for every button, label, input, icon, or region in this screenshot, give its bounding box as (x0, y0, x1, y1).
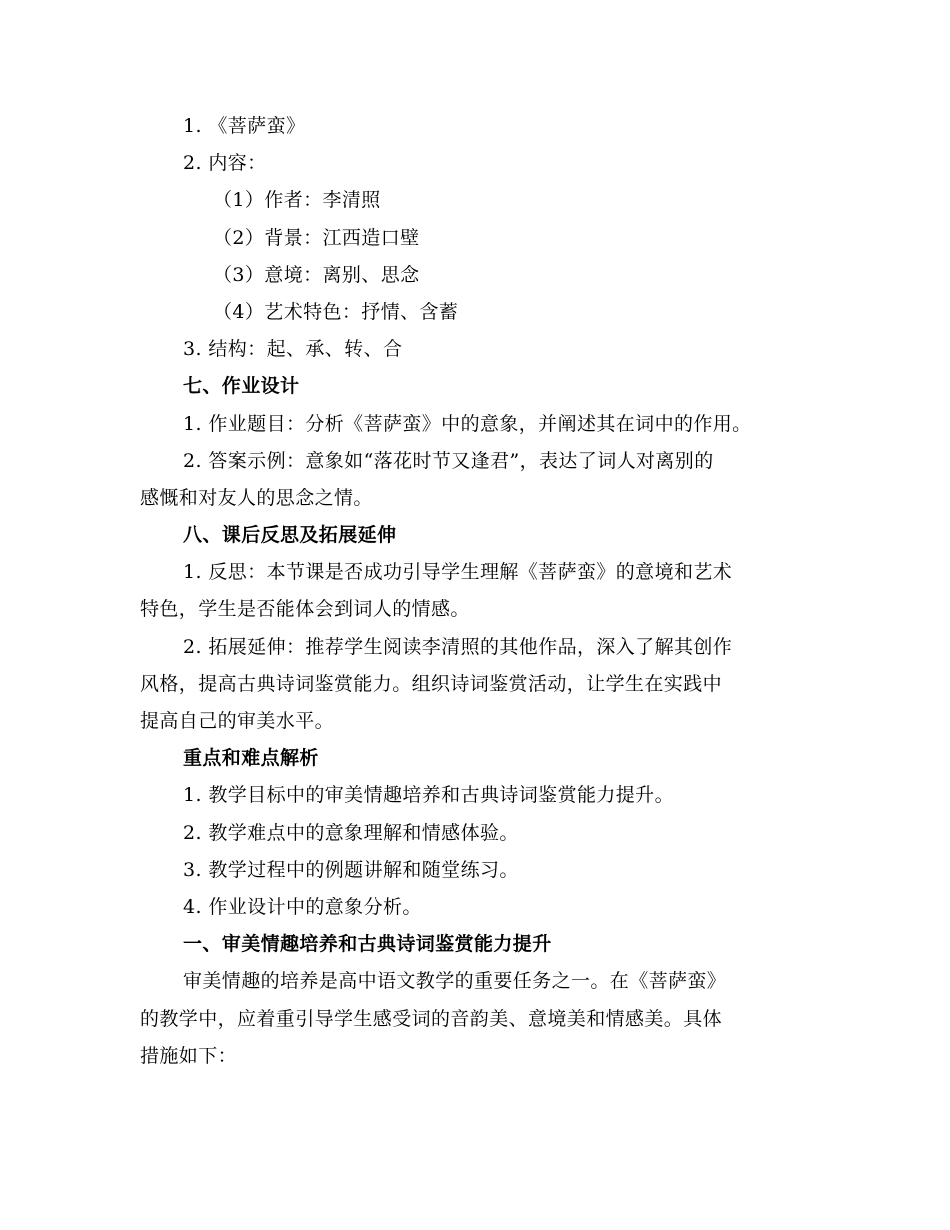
section-heading-reflection: 八、课后反思及拓展延伸 (183, 524, 397, 547)
sub-item-author: （1）作者：李清照 (213, 189, 381, 212)
list-item: 3. 教学过程中的例题讲解和随堂练习。 (183, 858, 519, 881)
paragraph-line: 提高自己的审美水平。 (140, 710, 335, 732)
paragraph-line: 1. 作业题目：分析《菩萨蛮》中的意象，并阐述其在词中的作用。 (183, 412, 752, 435)
section-heading-homework: 七、作业设计 (183, 375, 300, 398)
paragraph-line: 特色，学生是否能体会到词人的情感。 (140, 598, 470, 621)
document-body (140, 108, 820, 1075)
sub-item-mood: （3）意境：离别、思念 (213, 263, 420, 286)
paragraph-line: 感慨和对友人的思念之情。 (140, 486, 373, 509)
section-heading-key-points: 重点和难点解析 (183, 747, 319, 770)
list-item-structure: 3. 结构：起、承、转、合 (183, 338, 403, 361)
section-heading-aesthetics: 一、审美情趣培养和古典诗词鉴赏能力提升 (183, 933, 552, 956)
paragraph-line: 2. 拓展延伸：推荐学生阅读李清照的其他作品，深入了解其创作 (183, 635, 733, 658)
paragraph-line: 1. 反思：本节课是否成功引导学生理解《菩萨蛮》的意境和艺术 (183, 561, 733, 584)
list-item-title: 1. 《菩萨蛮》 (183, 115, 306, 137)
paragraph-line: 风格，提高古典诗词鉴赏能力。组织诗词鉴赏活动，让学生在实践中 (140, 672, 723, 695)
list-item: 4. 作业设计中的意象分析。 (183, 895, 422, 918)
list-item: 2. 教学难点中的意象理解和情感体验。 (183, 821, 519, 844)
sub-item-art-features: （4）艺术特色：抒情、含蓄 (213, 300, 459, 323)
paragraph-line: 的教学中，应着重引导学生感受词的音韵美、意境美和情感美。具体 (140, 1007, 723, 1030)
paragraph-line: 2. 答案示例：意象如“落花时节又逢君”，表达了词人对离别的 (183, 449, 714, 472)
list-item: 1. 教学目标中的审美情趣培养和古典诗词鉴赏能力提升。 (183, 784, 674, 807)
list-item-content: 2. 内容： (183, 152, 267, 175)
paragraph-line: 措施如下： (140, 1044, 238, 1067)
paragraph-line: 审美情趣的培养是高中语文教学的重要任务之一。在《菩萨蛮》 (183, 970, 727, 993)
sub-item-background: （2）背景：江西造口壁 (213, 226, 420, 249)
